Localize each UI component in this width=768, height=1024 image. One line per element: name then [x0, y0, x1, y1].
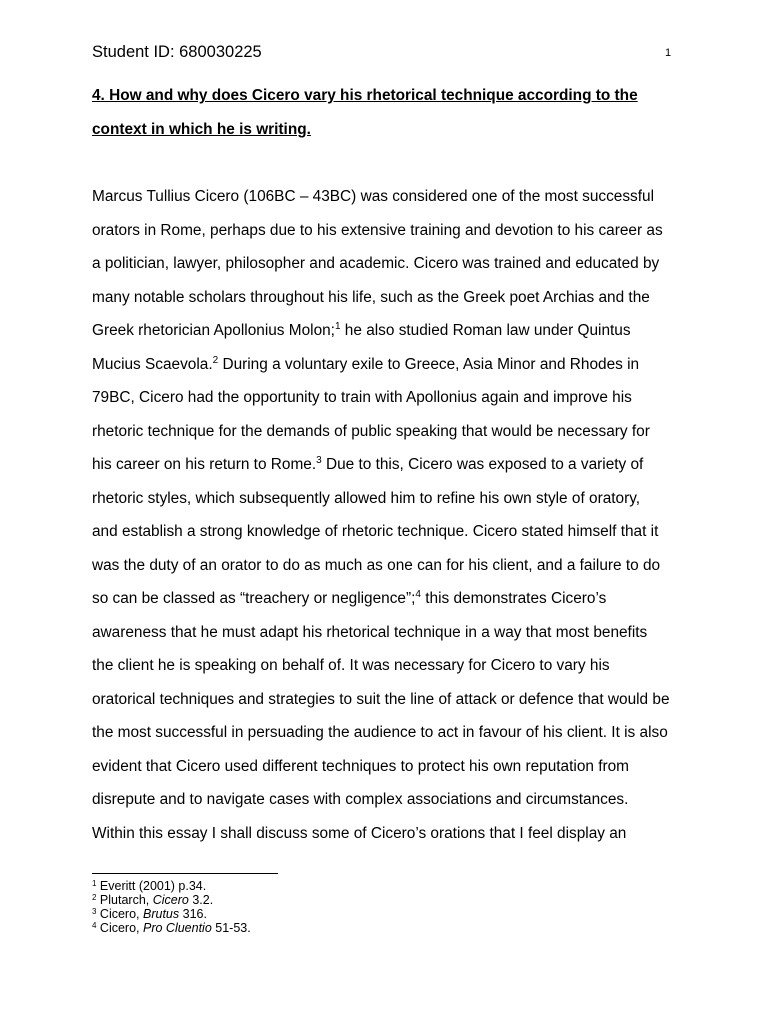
body-line	[92, 187, 654, 207]
text-run: Marcus Tullius Cicero (106BC – 43BC) was considered one of the most successful	[92, 188, 655, 205]
text-run: evident that Cicero used different techniques to protect his own reputation from	[92, 757, 629, 775]
body-line	[92, 489, 640, 509]
body-line	[92, 321, 631, 341]
italic-title: Pro Cluentio	[143, 921, 212, 935]
body-line	[92, 355, 639, 375]
body-line	[92, 556, 660, 576]
body-line	[92, 757, 629, 777]
footnote-separator	[92, 873, 278, 874]
text-run: and establish a strong knowledge of rhetoric technique. Cicero stated himself that it	[92, 523, 659, 540]
text-run: During a voluntary exile to Greece, Asia Minor and Rhodes in	[218, 355, 640, 373]
text-run: Cicero,	[96, 907, 143, 921]
body-line	[92, 388, 632, 408]
text-run: he also studied Roman law under Quintus	[340, 322, 631, 339]
body-line	[92, 824, 626, 844]
text-run: awareness that he must adapt his rhetorical technique in a way that most benefits	[92, 623, 648, 641]
text-run: this demonstrates Cicero’s	[420, 590, 607, 607]
body-line	[92, 221, 663, 241]
italic-title: Cicero	[152, 893, 189, 907]
essay-title-line: context in which he is writing.	[92, 121, 311, 138]
text-run: 51-53.	[211, 921, 251, 935]
text-run: Due to this, Cicero was exposed to a variety of	[321, 456, 644, 473]
body-line	[92, 288, 650, 308]
footnote-number: 3	[92, 907, 97, 916]
footnote	[92, 893, 213, 907]
text-run: 3.2.	[188, 893, 214, 907]
footnote	[92, 921, 251, 935]
essay-title-line: 4. How and why does Cicero vary his rhetorical technique according to the	[92, 87, 638, 104]
body-line	[92, 522, 658, 542]
text-run: Mucius Scaevola.	[92, 355, 213, 373]
footnote-reference: 2	[212, 354, 219, 366]
body-line	[92, 589, 606, 609]
body-line	[92, 422, 650, 442]
header-student-id: Student ID: 680030225	[92, 43, 262, 61]
body-line	[92, 623, 647, 643]
text-run: 316.	[179, 907, 207, 921]
footnote-reference: 1	[334, 321, 341, 332]
text-run: so can be classed as “treachery or negligence”;	[92, 590, 416, 607]
footnote-number: 1	[92, 879, 97, 888]
body-line	[92, 723, 668, 743]
footnote-reference: 4	[415, 589, 421, 600]
text-run: Everitt (2001) p.34.	[96, 879, 207, 893]
text-run: Cicero,	[96, 921, 143, 935]
text-run: Greek rhetorician Apollonius Molon;	[92, 322, 335, 339]
page-number: 1	[665, 47, 672, 59]
footnote-reference: 3	[316, 455, 322, 466]
text-run: the most successful in persuading the audience to act in favour of his client. It is also	[92, 724, 668, 741]
text-run: a politician, lawyer, philosopher and academic. Cicero was trained and educated by	[92, 255, 660, 272]
text-run: was the duty of an orator to do as much as one can for his client, and a failure to do	[92, 556, 661, 574]
footnote	[92, 907, 207, 921]
text-run: the client he is speaking on behalf of. It was necessary for Cicero to vary his	[92, 657, 610, 674]
text-run: orators in Rome, perhaps due to his extensive training and devotion to his career as	[92, 221, 663, 239]
italic-title: Brutus	[143, 907, 180, 921]
text-run: his career on his return to Rome.	[92, 456, 317, 473]
body-line	[92, 790, 628, 810]
text-run: many notable scholars throughout his life, such as the Greek poet Archias and the	[92, 288, 650, 306]
text-run: rhetoric technique for the demands of public speaking that would be necessary for	[92, 422, 650, 440]
text-run: 79BC, Cicero had the opportunity to train with Apollonius again and improve his	[92, 389, 632, 406]
footnote-number: 2	[92, 893, 97, 902]
text-run: Plutarch,	[96, 893, 153, 907]
text-run: rhetoric styles, which subsequently allowed him to refine his own style of oratory,	[92, 489, 641, 507]
body-line	[92, 254, 659, 274]
body-line	[92, 455, 643, 475]
text-run: oratorical techniques and strategies to suit the line of attack or defence that would be	[92, 690, 670, 708]
body-line	[92, 690, 670, 710]
body-line	[92, 656, 610, 676]
text-run: Within this essay I shall discuss some of Cicero’s orations that I feel display an	[92, 824, 627, 842]
footnote	[92, 879, 206, 893]
text-run: disrepute and to navigate cases with complex associations and circumstances.	[92, 791, 629, 808]
footnote-number: 4	[92, 921, 97, 930]
